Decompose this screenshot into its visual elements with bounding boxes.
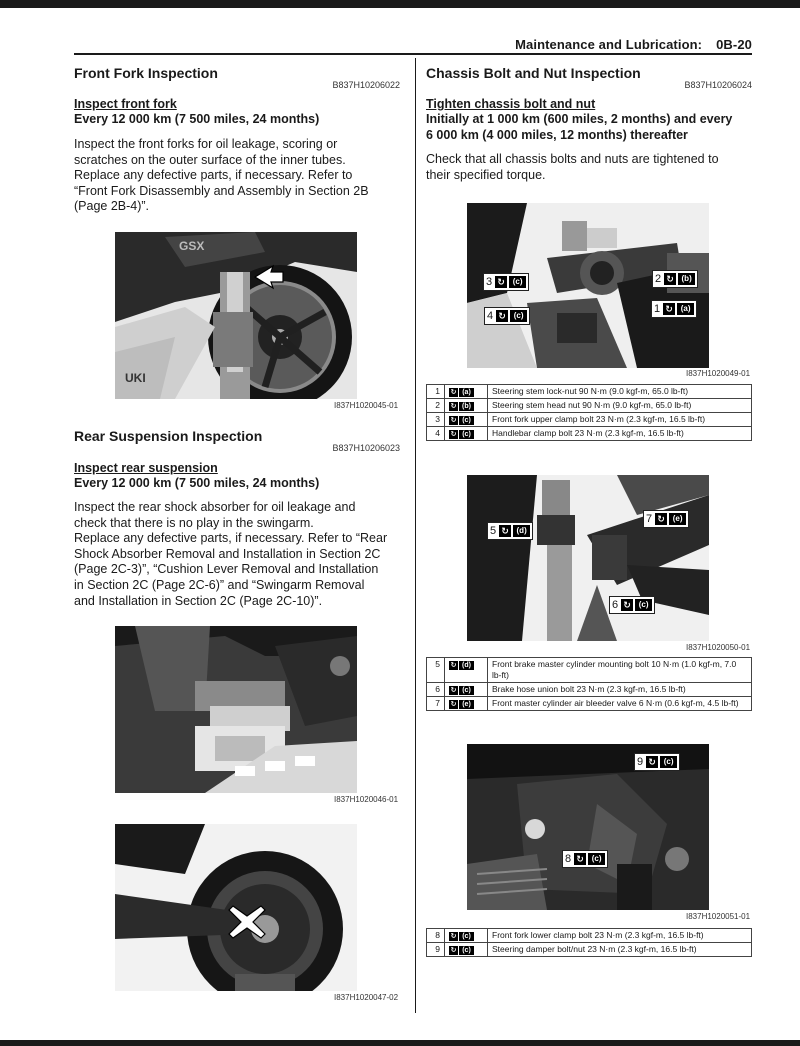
table-row: 2 ↻ (b) Steering stem head nut 90 N·m (9.0 kgf-m, 65.0 lb-ft) — [427, 399, 752, 413]
rear-shock-photo — [115, 626, 357, 793]
column-divider — [415, 58, 416, 1013]
torque-icon: ↻ (e) — [449, 700, 474, 709]
header-rule — [74, 53, 752, 55]
rear-paragraph — [74, 500, 387, 609]
torque-table-2 — [426, 657, 752, 711]
fork-paragraph — [74, 137, 369, 215]
rear-heading: Rear Suspension Inspection — [74, 428, 263, 444]
chassis-paragraph — [426, 152, 719, 183]
bottom-border — [0, 1040, 800, 1046]
rear-line: in Section 2C (Page 2C-6)” and “Swingarm Removal — [74, 577, 365, 592]
chassis-interval — [426, 111, 732, 143]
table-row: 1 ↻ (a) Steering stem lock-nut 90 N·m (9.0 kgf-m, 65.0 lb-ft) — [427, 385, 752, 399]
callout-7: 7 ↻ (e) — [643, 510, 689, 528]
rear-line: Inspect the rear shock absorber for oil leakage and — [74, 500, 356, 514]
fork-heading: Front Fork Inspection — [74, 65, 218, 81]
torque-icon: ↻ (c) — [449, 430, 474, 439]
rear-line: (Page 2C-3)”, “Cushion Lever Removal and Installation — [74, 562, 379, 577]
torque-icon: ↻ (c) — [449, 416, 474, 425]
table-row: 7 ↻ (e) Front master cylinder air bleeder valve 6 N·m (0.6 kgf-m, 4.5 lb-ft) — [427, 697, 752, 711]
rear-line: and Installation in Section 2C (Page 2C-10)”. — [74, 593, 323, 608]
rear-interval: Every 12 000 km (7 500 miles, 24 months) — [74, 476, 320, 490]
chassis-heading: Chassis Bolt and Nut Inspection — [426, 65, 641, 81]
chassis-line: their specified torque. — [426, 167, 546, 182]
rear-subheading: Inspect rear suspension — [74, 461, 218, 475]
table-row: 4 ↻ (c) Handlebar clamp bolt 23 N·m (2.3 kgf-m, 16.5 lb-ft) — [427, 427, 752, 441]
chassis-code: B837H10206024 — [684, 80, 752, 90]
page-number: 0B-20 — [716, 37, 752, 52]
swingarm-photo — [115, 824, 357, 991]
fork-interval: Every 12 000 km (7 500 miles, 24 months) — [74, 112, 320, 126]
torque-icon: ↻ (c) — [449, 946, 474, 955]
callout-8: 8 ↻ (c) — [562, 850, 608, 868]
steering-head-caption: I837H1020049-01 — [686, 369, 751, 378]
chassis-interval-line: Initially at 1 000 km (600 miles, 2 months) and every — [426, 112, 733, 126]
master-cylinder-caption: I837H1020050-01 — [686, 643, 751, 652]
fork-photo-tank-text: UKI — [125, 371, 146, 385]
lower-clamp-caption: I837H1020051-01 — [686, 912, 751, 921]
table-row: 9 ↻ (c) Steering damper bolt/nut 23 N·m (2.3 kgf-m, 16.5 lb-ft) — [427, 943, 752, 957]
front-fork-photo — [115, 232, 357, 399]
callout-1: 1 ↻ (a) — [651, 300, 697, 318]
fork-line: scratches on the outer surface of the inner tubes. — [74, 152, 346, 167]
fork-code: B837H10206022 — [332, 80, 400, 90]
torque-icon: ↻ (d) — [449, 661, 474, 670]
torque-icon: ↻ (c) — [449, 686, 474, 695]
torque-icon: ↻ (b) — [449, 402, 474, 411]
fork-photo-caption: I837H1020045-01 — [334, 401, 399, 410]
rear-line: Shock Absorber Removal and Installation in Section 2C — [74, 546, 381, 561]
callout-6: 6 ↻ (c) — [609, 596, 655, 614]
fork-line: (Page 2B-4)”. — [74, 199, 150, 214]
master-cylinder-photo — [467, 475, 709, 641]
rear-line: Replace any defective parts, if necessary. Refer to “Rear — [74, 531, 388, 546]
chassis-line: Check that all chassis bolts and nuts are tightened to — [426, 152, 719, 166]
fork-line: “Front Fork Disassembly and Assembly in Section 2B — [74, 183, 369, 198]
chassis-subheading: Tighten chassis bolt and nut — [426, 97, 596, 111]
chassis-interval-line: 6 000 km (4 000 miles, 12 months) thereafter — [426, 128, 688, 142]
rear-line: check that there is no play in the swingarm. — [74, 515, 314, 530]
fork-subheading: Inspect front fork — [74, 97, 177, 111]
callout-2: 2 ↻ (b) — [652, 270, 698, 288]
rear-shock-caption: I837H1020046-01 — [334, 795, 399, 804]
top-border — [0, 0, 800, 8]
rear-code: B837H10206023 — [332, 443, 400, 453]
running-header — [515, 37, 752, 52]
table-row: 8 ↻ (c) Front fork lower clamp bolt 23 N·m (2.3 kgf-m, 16.5 lb-ft) — [427, 929, 752, 943]
table-row: 6 ↻ (c) Brake hose union bolt 23 N·m (2.3 kgf-m, 16.5 lb-ft) — [427, 683, 752, 697]
torque-table-3 — [426, 928, 752, 957]
callout-3: 3 ↻ (c) — [483, 273, 529, 291]
fork-line: Inspect the front forks for oil leakage, scoring or — [74, 137, 338, 151]
torque-icon: ↻ (c) — [449, 932, 474, 941]
fork-photo-brand: GSX — [179, 239, 205, 253]
swingarm-caption: I837H1020047-02 — [334, 993, 399, 1002]
torque-icon: ↻ (a) — [449, 388, 474, 397]
callout-4: 4 ↻ (c) — [484, 307, 530, 325]
torque-table-1 — [426, 384, 752, 441]
table-row: 5 ↻ (d) Front brake master cylinder mounting bolt 10 N·m (1.0 kgf-m, 7.0 lb-ft) — [427, 658, 752, 683]
table-row: 3 ↻ (c) Front fork upper clamp bolt 23 N·m (2.3 kgf-m, 16.5 lb-ft) — [427, 413, 752, 427]
header-section: Maintenance and Lubrication: — [515, 37, 703, 52]
callout-9: 9 ↻ (c) — [634, 753, 680, 771]
fork-line: Replace any defective parts, if necessary. Refer to — [74, 168, 353, 183]
callout-5: 5 ↻ (d) — [487, 522, 533, 540]
